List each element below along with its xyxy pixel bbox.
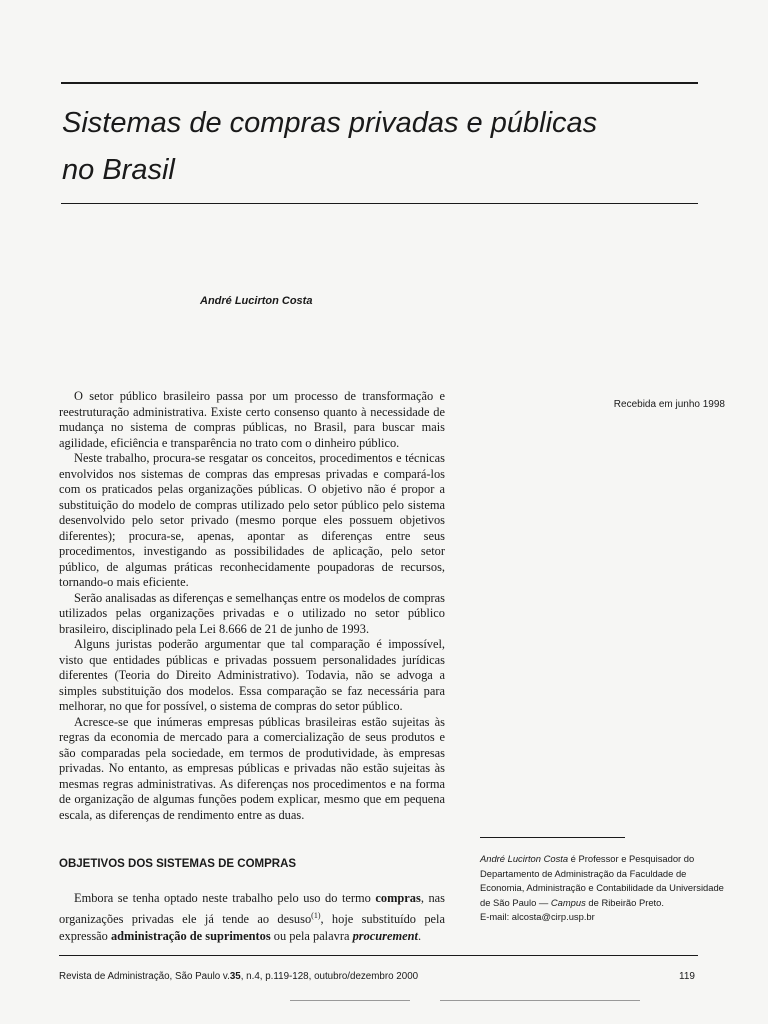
title-line-1: Sistemas de compras privadas e públicas <box>62 107 598 139</box>
paragraph: Acresce-se que inúmeras empresas públicas brasileiras estão sujeitas às regras da economia de mercado para a comercialização de seus produtos e são comparadas pela sociedade, em termos de produtividade, às empresas privadas. No entanto, as empresas públicas e privadas não estão sujeitas às mesmas regras administrativas. As diferenças nos procedimentos e na forma de organização de algumas funções podem explicar, mesmo que em pequena escala, as diferenças de rendimento entre as duas. <box>59 714 445 822</box>
text-run: . <box>417 929 422 944</box>
citation-suffix: , n.4, p.119-128, outubro/dezembro 2000 <box>240 971 419 982</box>
journal-citation <box>59 971 418 982</box>
section-body <box>59 890 445 945</box>
title-line-2: no Brasil <box>62 154 175 186</box>
citation-prefix: Revista de Administração, São Paulo v. <box>59 971 230 982</box>
section-heading: OBJETIVOS DOS SISTEMAS DE COMPRAS <box>59 858 297 870</box>
bio-text-run: de Ribeirão Preto. <box>585 896 664 908</box>
paragraph: Alguns juristas poderão argumentar que tal comparação é impossível, visto que entidades públicas e privadas possuem personalidades jurídicas diferentes (Teoria do Direito Administrativo). Todavia, não se advoga a simples substituição dos modelos. Essa comparação se faz necessária para melhorar, no que for possível, o sistema de compras do setor público. <box>59 637 445 713</box>
page-title <box>62 100 702 194</box>
text-run: , nas organizações privadas ele já tende ao desuso <box>59 891 445 927</box>
received-date: Recebida em junho 1998 <box>613 399 725 410</box>
bio-email: E-mail: alcosta@cirp.usp.br <box>480 911 595 923</box>
bio-rule <box>480 837 625 838</box>
article-body <box>59 389 445 823</box>
footnote-ref: (1) <box>311 911 321 920</box>
page-number: 119 <box>679 971 695 982</box>
paragraph: Neste trabalho, procura-se resgatar os conceitos, procedimentos e técnicas envolvidos nos sistemas de compras das empresas privadas e compará-los com os praticados pelas organizações públicas. O objetivo não é propor a substituição do modelo de compras utilizado pelo setor público pelo sistema desenvolvido pelo setor privado (mesmo porque eles possuem objetivos diferentes); procura-se, apenas, apontar as diferenças entre seus procedimentos, investigando as possibilidades de aplicação, pelo setor público, de algumas práticas reconhecidamente poupadoras de recursos, tornando-o mais eficiente. <box>59 451 445 589</box>
top-rule <box>61 82 698 84</box>
author-bio <box>480 852 730 925</box>
text-run: ou pela palavra <box>270 929 353 944</box>
footer-rule <box>59 955 698 956</box>
bio-campus: Campus <box>550 896 586 908</box>
title-rule <box>61 203 698 204</box>
term-administracao: administração de suprimentos <box>110 929 271 944</box>
term-compras: compras <box>375 891 421 905</box>
citation-volume: 35 <box>229 971 241 982</box>
paragraph: O setor público brasileiro passa por um processo de transformação e reestruturação administrativa. Existe certo consenso quanto à necessidade de mudança no sistema de compras públicas, no Brasil, para buscar mais agilidade, eficiência e transparência no trato com o dinheiro público. <box>59 389 445 450</box>
text-run: Embora se tenha optado neste trabalho pelo uso do termo <box>74 891 376 905</box>
text-run: , hoje substituído pela expressão <box>59 912 445 944</box>
paragraph: Serão analisadas as diferenças e semelhanças entre os modelos de compras utilizados pelas organizações privadas e o utilizado no setor público brasileiro, disciplinado pela Lei 8.666 de 21 de junho de 1993. <box>59 590 445 636</box>
term-procurement: procurement <box>352 929 418 944</box>
scan-artifact-line <box>290 1000 410 1001</box>
scan-artifact-line <box>440 1000 640 1001</box>
bio-text <box>480 852 730 910</box>
author-name: André Lucirton Costa <box>200 295 313 307</box>
paragraph <box>59 890 445 945</box>
bio-author-name: André Lucirton Costa <box>480 853 569 864</box>
bio-text-run: é Professor e Pesquisador do Departamento de Administração da Faculdade de Economia, Administração e Contabilidade da Universidade de São Paulo — <box>480 853 724 908</box>
